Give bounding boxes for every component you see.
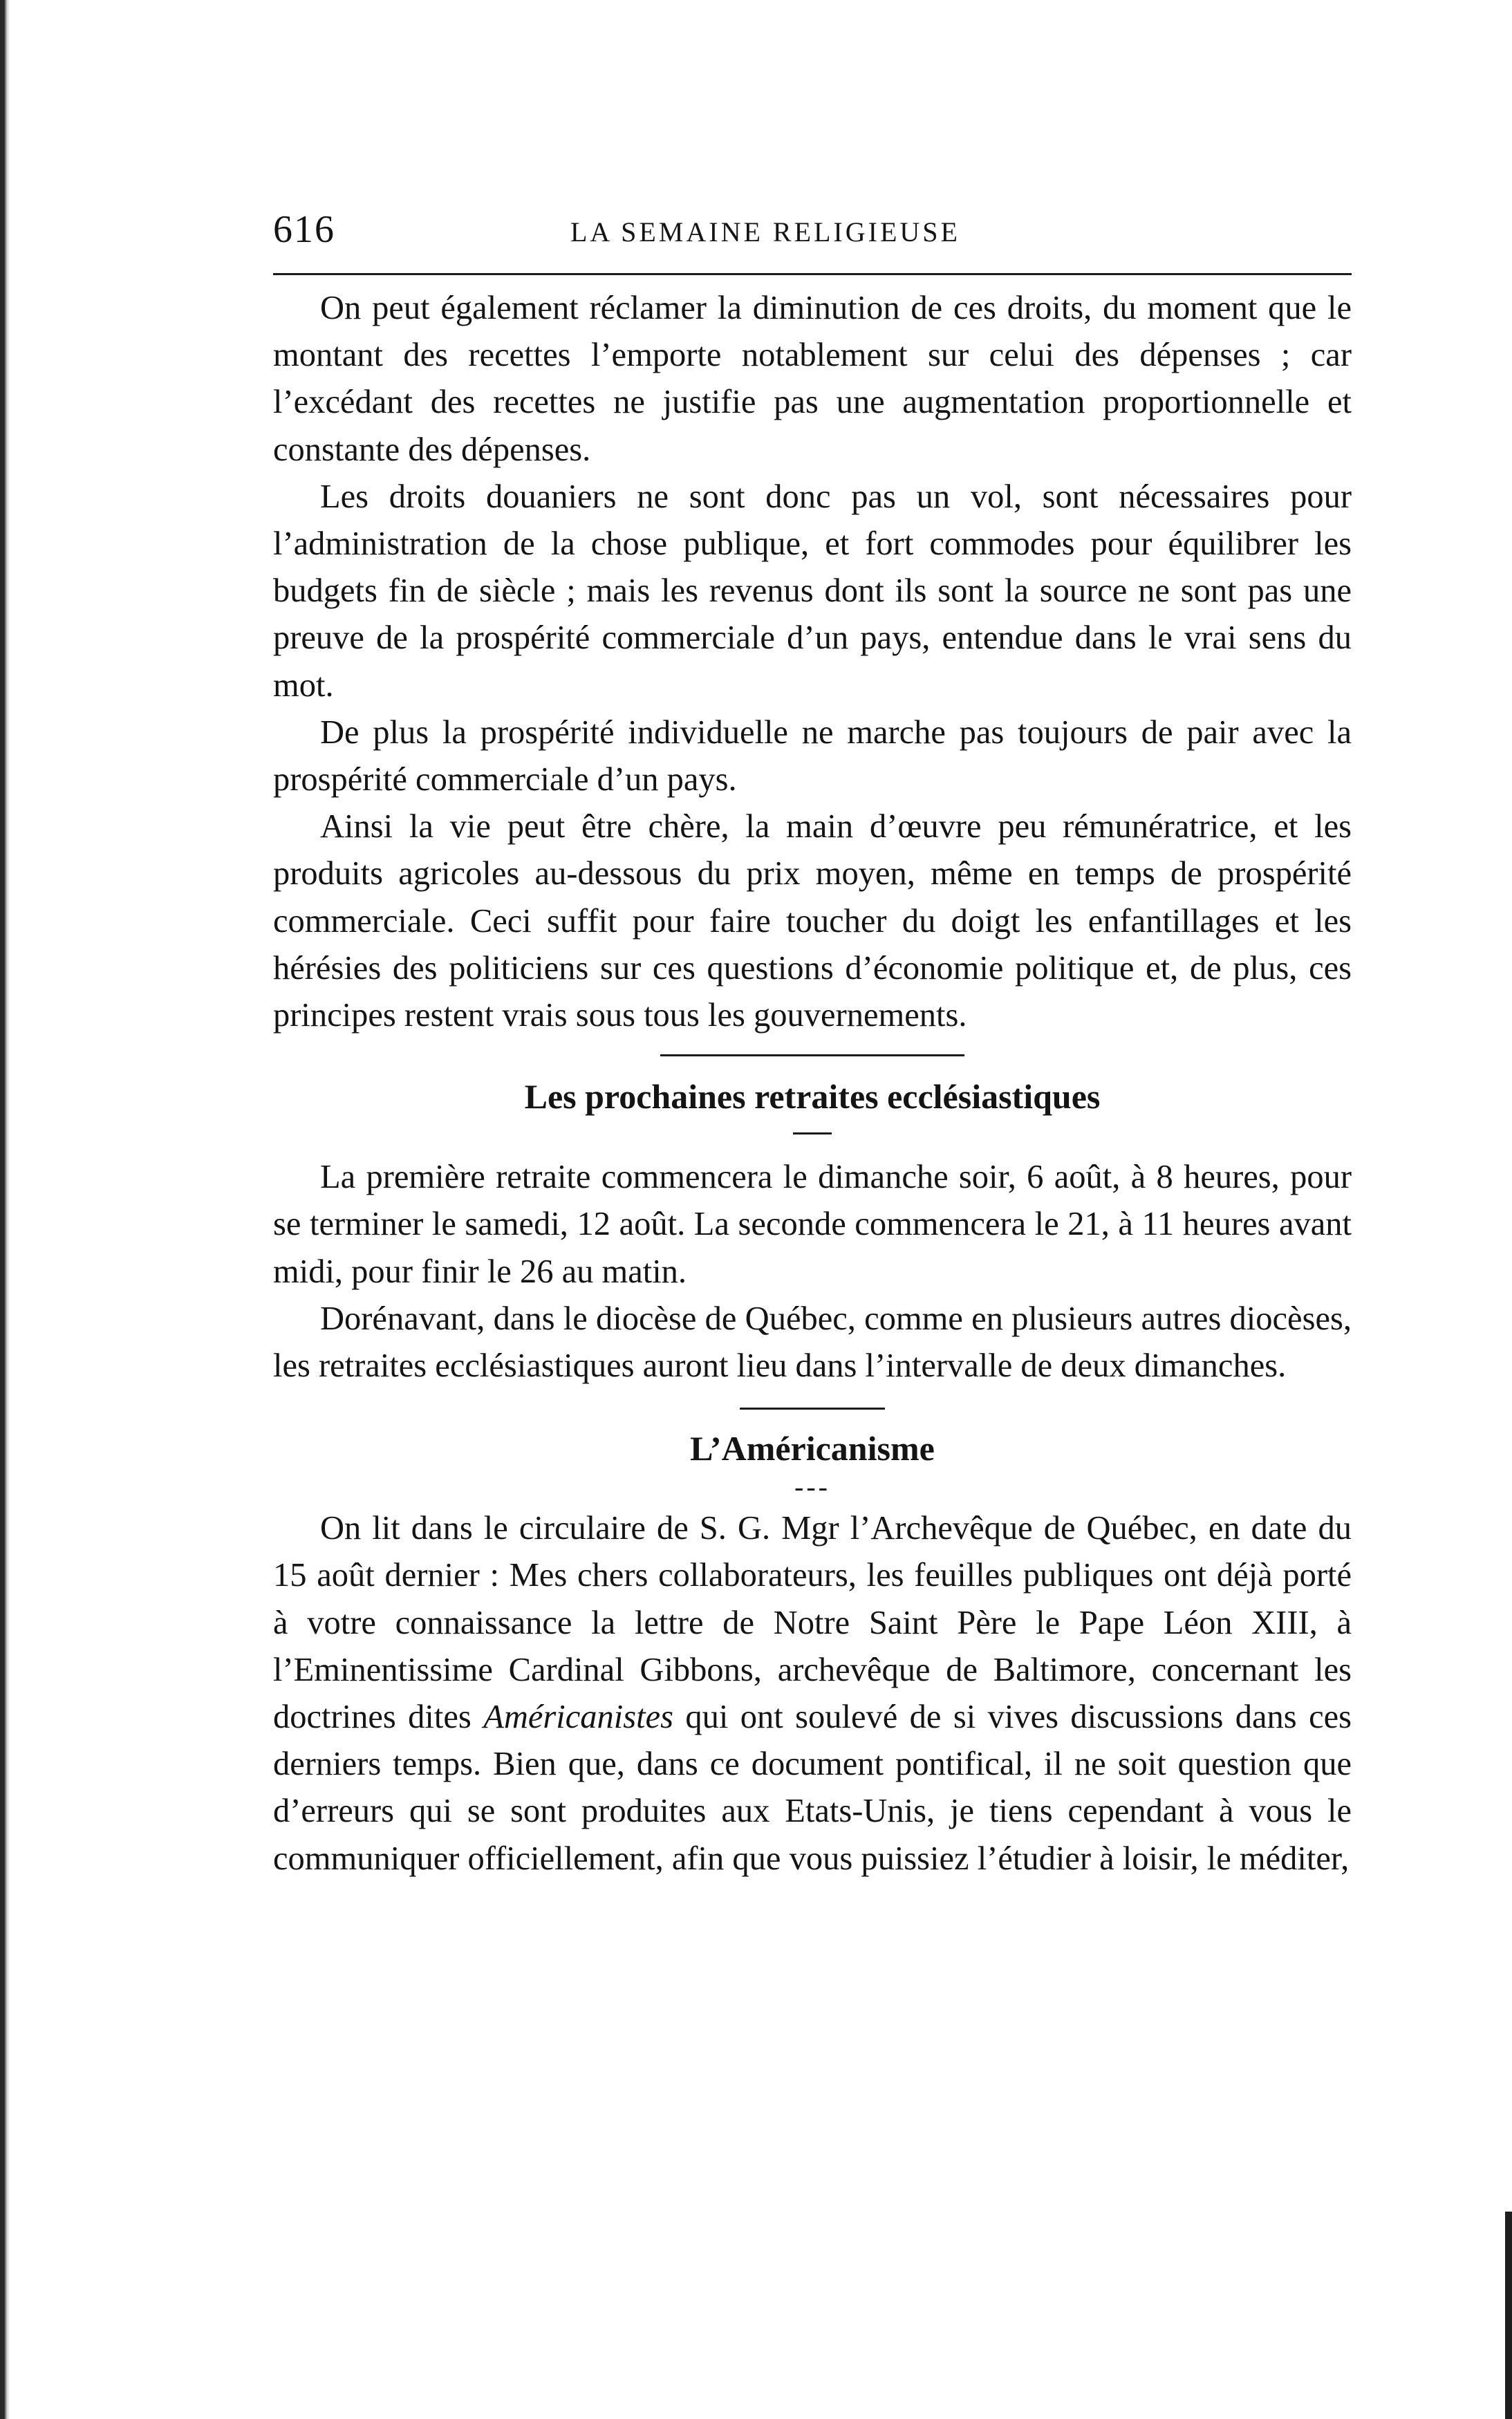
title-separator: --- <box>794 1471 830 1503</box>
paragraph: De plus la prospérité individuelle ne marche pas toujours de pair avec la prospérité commerciale d’un pays. <box>273 713 1352 798</box>
paragraph: Les droits douaniers ne sont donc pas un vol, sont nécessaires pour l’administration de la chose publique, et fort commodes pour équilibrer les budgets fin de siècle ; mais les revenus dont ils sont la source ne sont pas une preuve de la prospérité commerciale d’un pays, entendue dans le vrai sens du mot. <box>273 478 1352 704</box>
page-binding-edge <box>0 0 10 2419</box>
section-divider <box>660 1054 964 1056</box>
paragraph: La première retraite commencera le dimanche soir, 6 août, à 8 heures, pour se terminer le samedi, 12 août. La seconde commencera le 21, à 11 heures avant midi, pour finir le 26 au matin. <box>273 1159 1352 1290</box>
italic-term: Américanistes <box>483 1699 673 1736</box>
title-dash <box>793 1132 832 1134</box>
running-title: LA SEMAINE RELIGIEUSE <box>570 216 960 247</box>
paragraph: Dorénavant, dans le diocèse de Québec, comme en plusieurs autres diocèses, les retraites ecclésiastiques auront lieu dans l’intervalle de deux dimanches. <box>273 1300 1352 1385</box>
page-corner-shadow <box>1505 2212 1512 2419</box>
paragraph-americanisme <box>273 1505 1352 1883</box>
paragraph: Ainsi la vie peut être chère, la main d’œuvre peu rémunératrice, et les produits agricoles au-dessous du prix moyen, même en temps de prospérité commerciale. Ceci suffit pour faire toucher du doigt les enfantillages et les hérésies des politiciens sur ces questions d’économie politique et, de plus, ces principes restent vrais sous tous les gouvernements. <box>273 808 1352 1034</box>
body-text <box>273 285 1352 1883</box>
section-divider <box>740 1408 885 1410</box>
paragraph-text: qui ont soulevé de si vives discussions dans ces derniers temps. Bien que, dans ce document pontifical, il ne soit question que d’erreurs qui se sont produites aux Etats-Unis, je tiens cependant à vous le communiquer officiellement, afin que vous puissiez l’étudier à loisir, le méditer, <box>273 1699 1352 1877</box>
section-title-retraites: Les prochaines retraites ecclésiastiques <box>524 1077 1101 1117</box>
page-header <box>273 207 1352 263</box>
paragraph-text: On lit dans le circulaire de S. G. Mgr l’Archevêque de Québec, en date du 15 août dernier : Mes chers collaborateurs, les feuilles publiques ont déjà porté à votre connaissance la lettre de Notre Saint Père le Pape Léon XIII, à l’Eminentissime Cardinal Gibbons, archevêque de Baltimore, concernant les doctrines dites <box>273 1510 1352 1736</box>
header-rule <box>273 273 1352 275</box>
page-number: 616 <box>273 208 335 251</box>
section-title-americanisme: L’Américanisme <box>690 1429 935 1468</box>
paragraph: On peut également réclamer la diminution de ces droits, du moment que le montant des recettes l’emporte notablement sur celui des dépenses ; car l’excédant des recettes ne justifie pas une augmentation proportionnelle et constante des dépenses. <box>273 290 1352 468</box>
